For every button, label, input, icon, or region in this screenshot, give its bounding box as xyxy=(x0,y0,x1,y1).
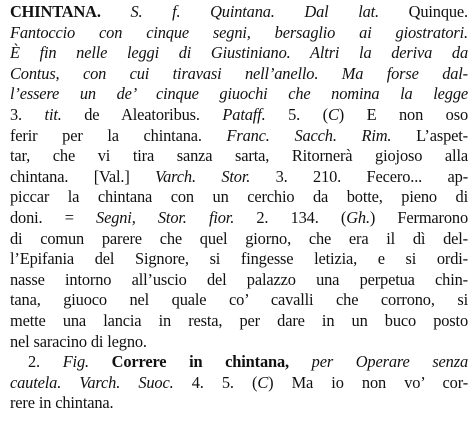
text-run: ) Ma io non vo’ cor- xyxy=(268,372,468,392)
entry-line xyxy=(10,187,468,208)
text-run: Gh. xyxy=(346,207,370,227)
entry-line xyxy=(10,352,468,373)
text-run xyxy=(101,2,131,21)
text-run: ) E non oso xyxy=(338,104,468,124)
text-run: C xyxy=(327,104,339,124)
text-run: 5. ( xyxy=(265,104,328,124)
text-run: cautela. xyxy=(10,372,62,392)
text-run: 3. 210. Fecero... ap- xyxy=(250,166,468,186)
text-run: tit. xyxy=(44,104,62,124)
entry-line xyxy=(10,43,468,64)
text-run: Correre in chintana, xyxy=(111,352,289,372)
entry-line xyxy=(10,126,468,147)
entry-line xyxy=(10,84,468,105)
entry-line xyxy=(10,167,468,188)
text-run: 4. 5. ( xyxy=(173,372,258,392)
entry-line xyxy=(10,290,468,311)
entry-line xyxy=(10,208,468,229)
text-run: l’Epifania del Signore, si fingesse letizia, e si ordi- xyxy=(10,249,468,269)
entry-line xyxy=(10,2,468,23)
entry-line xyxy=(10,270,468,291)
text-run: 2. xyxy=(28,352,63,372)
text-run: di comun parere che quel giorno, che era il dì del- xyxy=(10,228,468,248)
text-run: Fig. xyxy=(62,352,89,372)
text-run: tana, giuoco nel quale co’ cavalli che corrono, si xyxy=(10,290,468,310)
entry-line xyxy=(10,229,468,250)
text-run: tar, che vi tira sanza sarta, Ritornerà giojoso alla xyxy=(10,146,468,166)
entry-line xyxy=(10,105,468,126)
text-run: Pataff. xyxy=(222,104,266,124)
entry-line xyxy=(10,64,468,85)
text-run xyxy=(61,373,79,392)
text-run: Quinque. xyxy=(379,2,468,21)
text-run: piccar la chintana con un cerchio da botte, pieno di xyxy=(10,187,468,207)
text-run: nasse intorno all’uscio del palazzo una perpetua chin- xyxy=(10,269,468,289)
text-run: È fin nelle leggi di Giustiniano. Altri la deriva da xyxy=(10,43,468,63)
entry-line xyxy=(10,373,468,394)
text-run: nel saracino di legno. xyxy=(10,331,147,351)
dictionary-entry xyxy=(10,2,468,414)
entry-line xyxy=(10,332,468,353)
text-run: S. f. Quintana. Dal lat. xyxy=(130,2,379,21)
text-run: l’essere un de’ cinque giuochi che nomina la legge xyxy=(10,84,468,104)
entry-line xyxy=(10,23,468,44)
text-run xyxy=(289,352,312,371)
text-run xyxy=(89,352,112,371)
entry-line xyxy=(10,311,468,332)
text-run: Fantoccio con cinque segni, bersaglio ai giostratori. xyxy=(10,22,468,42)
text-run: C xyxy=(257,372,269,392)
entry-line xyxy=(10,249,468,270)
text-run: 3. xyxy=(10,104,45,124)
text-run: chintana. [Val.] xyxy=(10,166,156,186)
text-run: Contus, con cui tiravasi nell’anello. Ma forse dal- xyxy=(10,63,468,83)
text-run: de Aleatoribus. xyxy=(61,104,223,124)
text-run: Franc. Sacch. Rim. xyxy=(226,125,392,145)
text-run: CHINTANA. xyxy=(10,2,101,21)
text-run: rere in chintana. xyxy=(10,393,114,413)
text-run: per Operare senza xyxy=(311,352,468,372)
entry-line xyxy=(10,146,468,167)
entry-line xyxy=(10,393,468,414)
text-run: doni. = xyxy=(10,207,97,227)
text-run: Segni, Stor. fior. xyxy=(96,207,235,227)
text-run: ferir per la chintana. xyxy=(10,125,227,145)
text-run: ) Fermarono xyxy=(369,207,468,227)
text-run: Varch. Stor. xyxy=(155,166,251,186)
text-run: mette una lancia in resta, per dare in un buco posto xyxy=(10,310,468,330)
text-run: Varch. Suoc. xyxy=(79,372,174,392)
text-run: L’aspet- xyxy=(391,125,468,145)
text-run: 2. 134. ( xyxy=(234,207,347,227)
